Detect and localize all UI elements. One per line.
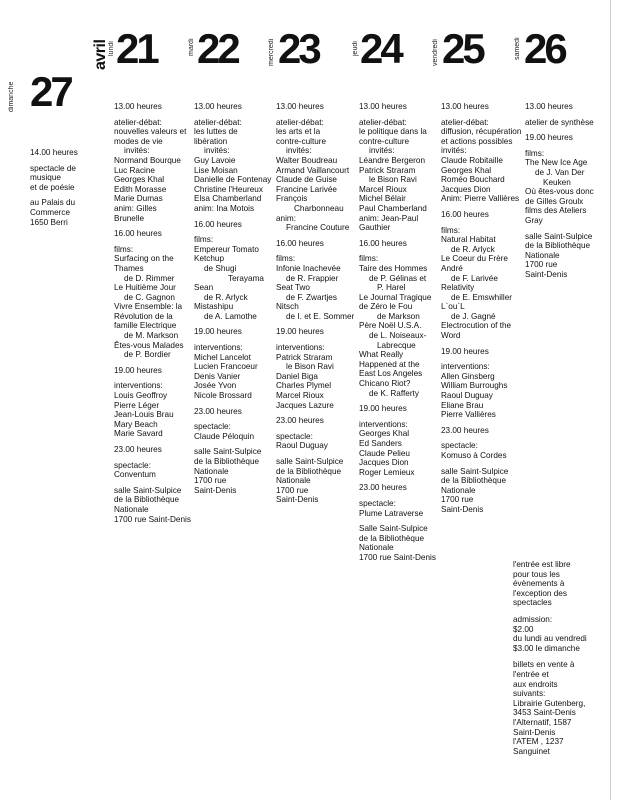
entry-line: Révolution de la — [114, 311, 173, 321]
event-line: musique — [30, 173, 61, 183]
entry-line: interventions: — [276, 343, 325, 353]
entry-line: anim: Jean-Paul — [359, 213, 419, 223]
admission-line: admission: — [513, 614, 553, 624]
venue-line: 1700 rue — [525, 260, 558, 270]
entry-line: invités: — [441, 146, 467, 156]
admission-line: du lundi au vendredi — [513, 634, 587, 644]
entry-line: films: — [194, 235, 214, 245]
entry-line: Brunelle — [114, 213, 145, 223]
event-line: et de poésie — [30, 182, 75, 192]
entry-line: Francine Couture — [286, 223, 350, 233]
entry-line: de R. Arlyck — [451, 244, 495, 254]
entry-line: Word — [441, 331, 461, 341]
entry-line: William Burroughs — [441, 381, 508, 391]
ticket-line: suivants: — [513, 689, 546, 699]
entry-line: Denis Vanier — [194, 371, 241, 381]
time-slot: 16.00 heures — [441, 209, 489, 219]
entry-line: interventions: — [359, 419, 408, 429]
day-number: 23 — [278, 25, 319, 72]
time-slot: 19.00 heures — [441, 346, 489, 356]
day-number: 27 — [30, 68, 71, 115]
entry-line: films: — [441, 225, 461, 235]
entry-line: invités: — [204, 146, 230, 156]
entry-line: de Zéro le Fou — [359, 302, 413, 312]
info-block — [513, 560, 587, 763]
entry-line: Gauthier — [359, 223, 391, 233]
entry-line: Lise Moisan — [194, 165, 238, 175]
ticket-line: aux endroits — [513, 679, 558, 689]
time-slot: 23.00 heures — [359, 483, 407, 493]
entry-line: Mary Beach — [114, 419, 158, 429]
entry-line: spectacle: — [441, 441, 478, 451]
entry-line: Taire des Hommes — [359, 263, 428, 273]
venue-line: salle Saint-Sulpice — [525, 231, 593, 241]
day-number: 24 — [360, 25, 401, 72]
weekday-label: lundi — [108, 41, 115, 56]
weekday-label: mercredi — [268, 38, 275, 66]
time-slot: 19.00 heures — [359, 404, 407, 414]
entry-line: de R. Frappier — [286, 273, 339, 283]
venue-line: de la Bibliothèque — [114, 495, 180, 505]
venue-line: Saint-Denis — [194, 485, 237, 495]
entry-line: East Los Angeles — [359, 369, 423, 379]
entry-line: Gray — [525, 215, 543, 225]
entry-line: atelier-débat: — [276, 117, 324, 127]
entry-line: Seat Two — [276, 283, 310, 293]
entry-line: Labrecque — [377, 340, 416, 350]
venue-line: Commerce — [30, 207, 71, 217]
entry-line: de J. Van Der — [535, 167, 585, 177]
entry-line: contre-culture — [359, 136, 410, 146]
entry-line: de I. et E. Sommer — [286, 311, 355, 321]
entry-line: Ketchup — [194, 254, 225, 264]
entry-line: L`ou`L — [441, 302, 465, 312]
entry-line: films: — [276, 254, 296, 264]
page-edge-rule — [610, 0, 611, 800]
entry-line: Où êtes-vous donc — [525, 187, 594, 197]
day-number: 26 — [524, 25, 565, 72]
ticket-line: l'ATEM , 1237 — [513, 737, 564, 747]
month-label: avril — [92, 39, 109, 70]
entry-line: Electrocution of the — [441, 321, 512, 331]
entry-line: Danielle de Fontenay — [194, 175, 272, 185]
entry-line: Michel Lancelot — [194, 352, 251, 362]
entry-line: de L. Noiseaux- — [369, 331, 427, 341]
venue-line: Saint-Denis — [276, 495, 319, 505]
column-21 — [114, 102, 192, 530]
weekday-label: vendredi — [432, 39, 439, 66]
ticket-line: billets en vente à — [513, 660, 575, 670]
entry-line: modes de vie — [114, 136, 163, 146]
ticket-line: Saint-Denis — [513, 727, 556, 737]
entry-line: Natural Habitat — [441, 235, 496, 245]
entry-line: Relativity — [441, 283, 475, 293]
entry-line: invités: — [124, 146, 150, 156]
entry-line: de P. Gélinas et — [369, 273, 427, 283]
venue-line: Nationale — [359, 543, 394, 553]
entry-line: Charles Plymel — [276, 381, 332, 391]
venue-line: 1700 rue — [441, 495, 474, 505]
entry-line: le politique dans la — [359, 127, 427, 137]
time-slot: 23.00 heures — [276, 416, 324, 426]
entry-line: Raoul Duguay — [441, 391, 493, 401]
entry-line: Marcel Rioux — [359, 184, 407, 194]
entry-line: le Bison Ravi — [286, 362, 334, 372]
entry-line: spectacle: — [114, 460, 151, 470]
entry-line: interventions: — [441, 362, 490, 372]
time-slot: 13.00 heures — [525, 102, 573, 111]
entry-line: spectacle: — [276, 431, 313, 441]
entry-line: nouvelles valeurs et — [114, 127, 187, 137]
entry-line: Mistashipu — [194, 302, 234, 312]
admission-line: $3.00 le dimanche — [513, 643, 580, 653]
entry-line: Walter Boudreau — [276, 155, 338, 165]
day-number: 21 — [116, 25, 157, 72]
entry-line: Louis Geoffroy — [114, 391, 168, 401]
entry-line: Le Coeur du Frère — [441, 254, 508, 264]
column-22 — [194, 102, 272, 501]
entry-line: Georges Khal — [359, 429, 410, 439]
venue-line: salle Saint-Sulpice — [276, 457, 344, 466]
column-23 — [276, 102, 354, 511]
entry-line: Christine l'Heureux — [194, 184, 263, 194]
day-number: 22 — [197, 25, 238, 72]
entry-line: Michel Bélair — [359, 194, 406, 204]
entry-line: Nicole Brossard — [194, 391, 252, 401]
column-25 — [441, 102, 521, 521]
entry-line: contre-culture — [276, 136, 327, 146]
entry-line: The New Ice Age — [525, 158, 588, 168]
weekday-label: dimanche — [8, 81, 15, 112]
weekday-label: mardi — [188, 38, 195, 56]
entry-line: Pierre Vallières — [441, 410, 496, 420]
column-26 — [525, 102, 607, 286]
ticket-line: 3453 Saint-Denis — [513, 708, 576, 718]
time-slot: 14.00 heures — [30, 148, 78, 157]
entry-line: Le Huitième Jour — [114, 283, 176, 293]
ticket-line: l'entrée et — [513, 669, 549, 679]
entry-line: Le Journal Tragique — [359, 292, 432, 302]
entry-line: atelier-débat: — [194, 117, 242, 127]
venue-line: au Palais du — [30, 198, 76, 208]
entry-line: de Gilles Groulx — [525, 196, 584, 206]
entry-line: Charbonneau — [294, 203, 344, 213]
entry-line: de M. Markson — [124, 331, 179, 341]
venue-line: 1700 rue — [194, 476, 227, 486]
entry-line: Jacques Dion — [441, 184, 491, 194]
entry-line: de C. Gagnon — [124, 292, 175, 302]
venue-line: Nationale — [525, 250, 560, 260]
venue-line: salle Saint-Sulpice — [441, 466, 509, 476]
time-slot: 16.00 heures — [114, 229, 162, 239]
entry-line: Plume Latraverse — [359, 508, 424, 518]
entry-line: What Really — [359, 350, 404, 360]
entry-line: Pierre Léger — [114, 400, 160, 410]
entry-line: Jacques Lazure — [276, 400, 334, 410]
entry-line: de K. Rafferty — [369, 388, 419, 398]
entry-line: Elsa Chamberland — [194, 194, 262, 204]
entry-line: films: — [114, 244, 134, 254]
ticket-line: Sanguinet — [513, 746, 550, 756]
entry-line: Edith Morasse — [114, 184, 167, 194]
entry-line: Patrick Straram — [276, 352, 333, 362]
time-slot: 23.00 heures — [114, 445, 162, 454]
entry-line: de A. Lamothe — [204, 311, 257, 321]
entry-line: famille Electrique — [114, 321, 177, 331]
entry-line: Jean-Louis Brau — [114, 410, 174, 420]
entry-line: Francine Larivée — [276, 184, 337, 194]
entry-line: interventions: — [114, 381, 163, 391]
venue-line: 1650 Berri — [30, 217, 68, 227]
entry-line: films: — [525, 148, 545, 158]
entry-line: de R. Arlyck — [204, 292, 248, 302]
entry-line: atelier-débat: — [359, 117, 407, 127]
entry-line: Surfacing on the — [114, 254, 174, 264]
entry-line: Daniel Biga — [276, 371, 318, 381]
entry-line: Claude Robitaille — [441, 155, 503, 165]
entry-line: Raoul Duguay — [276, 441, 328, 451]
venue-line: Salle Saint-Sulpice — [359, 524, 428, 534]
entry-line: spectacle: — [359, 498, 396, 508]
entry-line: François — [276, 194, 308, 204]
entry-line: Happened at the — [359, 359, 420, 369]
entry-line: Komuso à Cordes — [441, 451, 507, 460]
entry-line: Normand Bourque — [114, 155, 181, 165]
venue-line: salle Saint-Sulpice — [194, 447, 262, 457]
info-line: l'exception des — [513, 588, 567, 598]
venue-line: de la Bibliothèque — [525, 241, 591, 251]
entry-line: les arts et la — [276, 127, 321, 137]
venue-line: salle Saint-Sulpice — [114, 485, 182, 495]
entry-line: de P. Bordier — [124, 350, 171, 360]
day-number: 25 — [442, 25, 483, 72]
entry-line: Roméo Bouchard — [441, 175, 505, 185]
entry-line: invités: — [369, 146, 395, 156]
entry-line: Sean — [194, 283, 214, 293]
entry-line: Anim: Pierre Vallières — [441, 194, 520, 204]
entry-line: spectacle: — [194, 422, 231, 432]
time-slot: 16.00 heures — [359, 238, 407, 248]
info-line: spectacles — [513, 598, 552, 608]
ticket-line: Librairie Gutenberg, — [513, 698, 586, 708]
entry-line: Conventum — [114, 470, 156, 480]
entry-line: Paul Chamberland — [359, 203, 427, 213]
entry-line: de F. Larivée — [451, 273, 498, 283]
venue-line: 1700 rue Saint-Denis — [114, 514, 191, 524]
entry-line: films: — [359, 254, 379, 264]
entry-line: Luc Racine — [114, 165, 155, 175]
entry-line: Lucien Francoeur — [194, 362, 258, 372]
weekday-label: jeudi — [352, 41, 359, 56]
venue-line: 1700 rue Saint-Denis — [359, 552, 436, 562]
time-slot: 13.00 heures — [276, 102, 324, 111]
entry-line: Keuken — [543, 177, 571, 187]
entry-line: anim: Gilles — [114, 203, 157, 213]
entry-line: Marcel Rioux — [276, 391, 324, 401]
entry-line: invités: — [286, 146, 312, 156]
entry-line: interventions: — [194, 343, 243, 353]
entry-line: Jacques Dion — [359, 458, 409, 468]
entry-line: Chicano Riot? — [359, 379, 411, 389]
entry-line: atelier de synthèse — [525, 117, 594, 127]
entry-line: Claude de Guise — [276, 175, 337, 185]
venue-line: de la Bibliothèque — [276, 466, 342, 476]
time-slot: 13.00 heures — [359, 102, 407, 111]
venue-line: de la Bibliothèque — [441, 476, 507, 486]
entry-line: P. Harel — [377, 283, 406, 293]
entry-line: Nitsch — [276, 302, 299, 312]
entry-line: Père Noël U.S.A. — [359, 321, 422, 331]
entry-line: Thames — [114, 263, 144, 273]
time-slot: 19.00 heures — [525, 133, 573, 143]
entry-line: de Markson — [377, 311, 420, 321]
venue-line: 1700 rue — [276, 485, 309, 495]
time-slot: 19.00 heures — [194, 327, 242, 337]
entry-line: de F. Zwartjes — [286, 292, 337, 302]
info-line: pour tous les — [513, 569, 560, 579]
entry-line: libération — [194, 136, 228, 146]
entry-line: et actions possibles — [441, 136, 513, 146]
time-slot: 16.00 heures — [276, 238, 324, 248]
entry-line: André — [441, 263, 463, 273]
entry-line: de D. Rimmer — [124, 273, 175, 283]
entry-line: films des Ateliers — [525, 206, 587, 216]
venue-line: Saint-Denis — [525, 269, 568, 279]
entry-line: diffusion, récupération — [441, 127, 522, 137]
entry-line: Marie Dumas — [114, 194, 163, 204]
entry-line: Êtes-vous Malades — [114, 340, 184, 350]
weekday-label: samedi — [514, 37, 521, 60]
venue-line: Nationale — [441, 485, 476, 495]
entry-line: Guy Lavoie — [194, 155, 236, 165]
entry-line: Georges Khal — [114, 175, 165, 185]
time-slot: 13.00 heures — [441, 102, 489, 111]
entry-line: Eliane Brau — [441, 400, 484, 410]
entry-line: Empereur Tomato — [194, 244, 259, 254]
venue-line: de la Bibliothèque — [359, 533, 425, 543]
entry-line: Georges Khal — [441, 165, 492, 175]
entry-line: Ed Sanders — [359, 439, 402, 448]
entry-line: Roger Lemieux — [359, 467, 415, 477]
entry-line: Infonie Inachevée — [276, 263, 341, 273]
entry-line: les luttes de — [194, 127, 238, 137]
event-line: spectacle de — [30, 163, 76, 173]
entry-line: Vivre Ensemble: la — [114, 302, 183, 312]
column-24 — [359, 102, 439, 569]
venue-line: Nationale — [276, 476, 311, 486]
venue-line: Saint-Denis — [441, 504, 484, 514]
entry-line: Marie Savard — [114, 429, 163, 439]
time-slot: 23.00 heures — [194, 406, 242, 416]
venue-line: de la Bibliothèque — [194, 457, 260, 466]
time-slot: 16.00 heures — [194, 219, 242, 229]
entry-line: anim: Ina Motois — [194, 203, 255, 213]
entry-line: atelier-débat: — [114, 117, 162, 127]
entry-line: de Shugi — [204, 263, 237, 273]
time-slot: 19.00 heures — [114, 365, 162, 375]
time-slot: 13.00 heures — [114, 102, 162, 111]
info-line: l'entrée est libre — [513, 560, 571, 569]
entry-line: Léandre Bergeron — [359, 155, 426, 165]
venue-line: Nationale — [194, 466, 229, 476]
entry-line: atelier-débat: — [441, 117, 489, 127]
entry-line: anim: — [276, 213, 297, 223]
entry-line: Armand Vaillancourt — [276, 165, 350, 175]
entry-line: Allen Ginsberg — [441, 371, 495, 381]
entry-line: de J. Gagné — [451, 311, 496, 321]
venue-line: Nationale — [114, 504, 149, 514]
time-slot: 23.00 heures — [441, 425, 489, 435]
admission-line: $2.00 — [513, 624, 534, 634]
entry-line: Claude Pelieu — [359, 448, 410, 458]
entry-line: Patrick Straram — [359, 165, 416, 175]
entry-line: Josée Yvon — [194, 381, 237, 391]
column-27 — [30, 148, 100, 233]
ticket-line: l'Alternatif, 1587 — [513, 717, 572, 727]
time-slot: 13.00 heures — [194, 102, 242, 111]
entry-line: Terayama — [228, 273, 264, 283]
entry-line: de E. Emswhiller — [451, 292, 512, 302]
info-line: évènements à — [513, 579, 565, 589]
time-slot: 19.00 heures — [276, 327, 324, 337]
entry-line: le Bison Ravi — [369, 175, 417, 185]
entry-line: Claude Péloquin — [194, 431, 255, 441]
